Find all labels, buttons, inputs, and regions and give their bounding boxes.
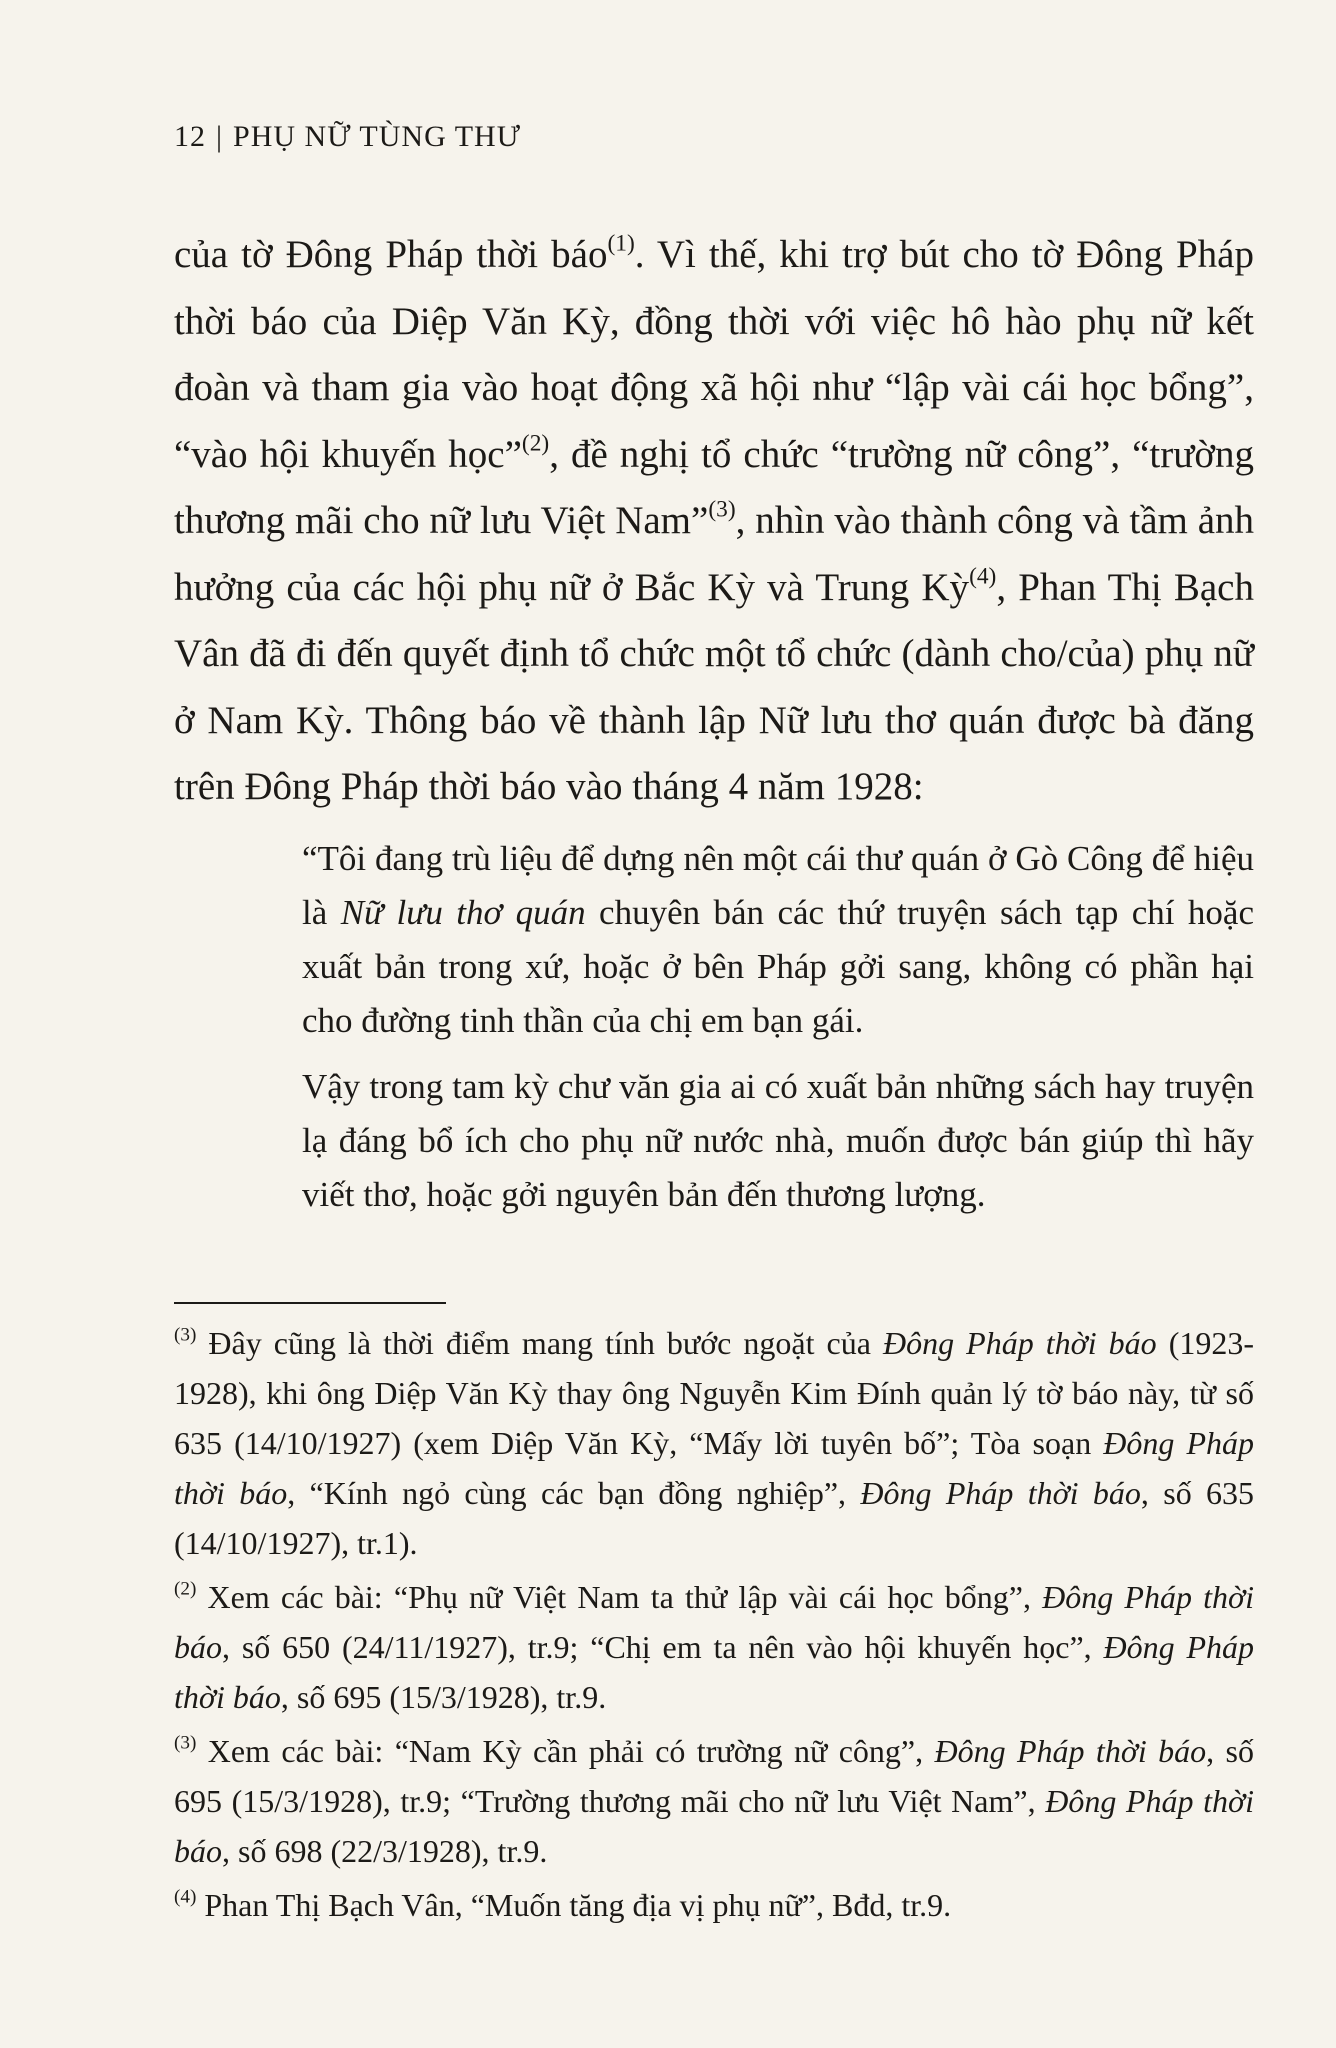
footnote-ref-3: (3) <box>708 496 736 523</box>
quote-paragraph-1 <box>302 832 1254 1048</box>
block-quote <box>302 832 1254 1234</box>
page-number: 12 <box>174 120 206 153</box>
text-run: Phan Thị Bạch Vân, “Muốn tăng địa vị phụ nữ”, Bđd, tr.9. <box>196 1887 952 1923</box>
quote-paragraph-2: Vậy trong tam kỳ chư văn gia ai có xuất bản những sách hay truyện lạ đáng bổ ích cho phụ nữ nước nhà, muốn được bán giúp thì hãy viết thơ, hoặc gởi nguyên bản đến thương lượng. <box>302 1067 1254 1214</box>
footnote-ref-4: (4) <box>969 563 997 590</box>
italic-title: Đông Pháp thời báo <box>174 1783 1255 1869</box>
footnote-mark: (3) <box>174 1732 197 1754</box>
italic-title: Đông Pháp thời báo <box>174 1425 1255 1511</box>
footnote-ref-2: (2) <box>521 430 550 457</box>
text-run: (1923-1928), khi ông Diệp Văn Kỳ thay ông Nguyễn Kim Đính quản lý tờ báo này, từ số 635 (14/10/1927) (xem Diệp Văn Kỳ, “Mấy lời tuyên bố”; Tòa soạn <box>174 1325 1255 1461</box>
footnote-divider <box>174 1302 446 1304</box>
footnote-3 <box>174 1726 1254 1876</box>
running-title: PHỤ NỮ TÙNG THƯ <box>233 120 521 153</box>
header-separator: | <box>216 120 224 153</box>
text-run: , số 635 (14/10/1927), tr.1). <box>174 1475 1255 1561</box>
text-run: Xem các bài: “Phụ nữ Việt Nam ta thử lập vài cái học bổng”, <box>196 1579 1043 1615</box>
text-run: , số 650 (24/11/1927), tr.9; “Chị em ta nên vào hội khuyến học”, <box>222 1629 1104 1665</box>
paragraph-1 <box>174 222 1254 821</box>
footnote-mark: (4) <box>174 1886 197 1908</box>
text-run: “Tôi đang trù liệu để dựng nên một cái thư quán ở Gò Công để hiệu là <box>302 839 1254 932</box>
italic-title: Đông Pháp thời báo <box>934 1733 1207 1769</box>
text-run: , “Kính ngỏ cùng các bạn đồng nghiệp”, <box>287 1475 861 1511</box>
main-paragraph <box>174 222 1254 821</box>
footnote-ref-1: (1) <box>607 230 635 257</box>
italic-title: Đông Pháp thời báo <box>860 1475 1141 1511</box>
footnote-2 <box>174 1572 1254 1722</box>
text-run: , số 695 (15/3/1928), tr.9. <box>280 1679 607 1715</box>
footnote-mark: (3) <box>174 1324 197 1346</box>
italic-title: Đông Pháp thời báo <box>174 1629 1255 1715</box>
italic-title: Đông Pháp thời báo <box>174 1579 1255 1665</box>
italic-title: Nữ lưu thơ quán <box>340 893 586 932</box>
running-header <box>174 120 521 154</box>
italic-title: Đông Pháp thời báo <box>883 1325 1157 1361</box>
text-run: Đây cũng là thời điểm mang tính bước ngoặt của <box>196 1325 883 1361</box>
footnote-4 <box>174 1880 1254 1930</box>
text-run: của tờ Đông Pháp thời báo <box>174 233 608 276</box>
footnote-mark: (2) <box>174 1578 197 1600</box>
text-run: , Phan Thị Bạch Vân đã đi đến quyết định tổ chức một tổ chức (dành cho/của) phụ nữ ở Nam Kỳ. Thông báo về thành lập Nữ lưu thơ quán được bà đăng trên Đông Pháp thời báo vào tháng 4 năm 1928: <box>174 565 1254 808</box>
text-run: , đề nghị tổ chức “trường nữ công”, “trường thương mãi cho nữ lưu Việt Nam” <box>174 432 1254 542</box>
text-run: , số 695 (15/3/1928), tr.9; “Trường thương mãi cho nữ lưu Việt Nam”, <box>174 1733 1255 1819</box>
text-run: chuyên bán các thứ truyện sách tạp chí hoặc xuất bản trong xứ, hoặc ở bên Pháp gởi sang, không có phần hại cho đường tinh thần của chị em bạn gái. <box>302 893 1254 1040</box>
text-run: , số 698 (22/3/1928), tr.9. <box>222 1833 548 1869</box>
footnotes <box>174 1318 1254 1934</box>
text-run: . Vì thế, khi trợ bút cho tờ Đông Pháp thời báo của Diệp Văn Kỳ, đồng thời với việc hô hào phụ nữ kết đoàn và tham gia vào hoạt động xã hội như “lập vài cái học bổng”, “vào hội khuyến học” <box>174 233 1254 476</box>
footnote-1 <box>174 1318 1254 1568</box>
text-run: , nhìn vào thành công và tầm ảnh hưởng của các hội phụ nữ ở Bắc Kỳ và Trung Kỳ <box>174 499 1255 609</box>
text-run: Xem các bài: “Nam Kỳ cần phải có trường nữ công”, <box>196 1733 935 1769</box>
